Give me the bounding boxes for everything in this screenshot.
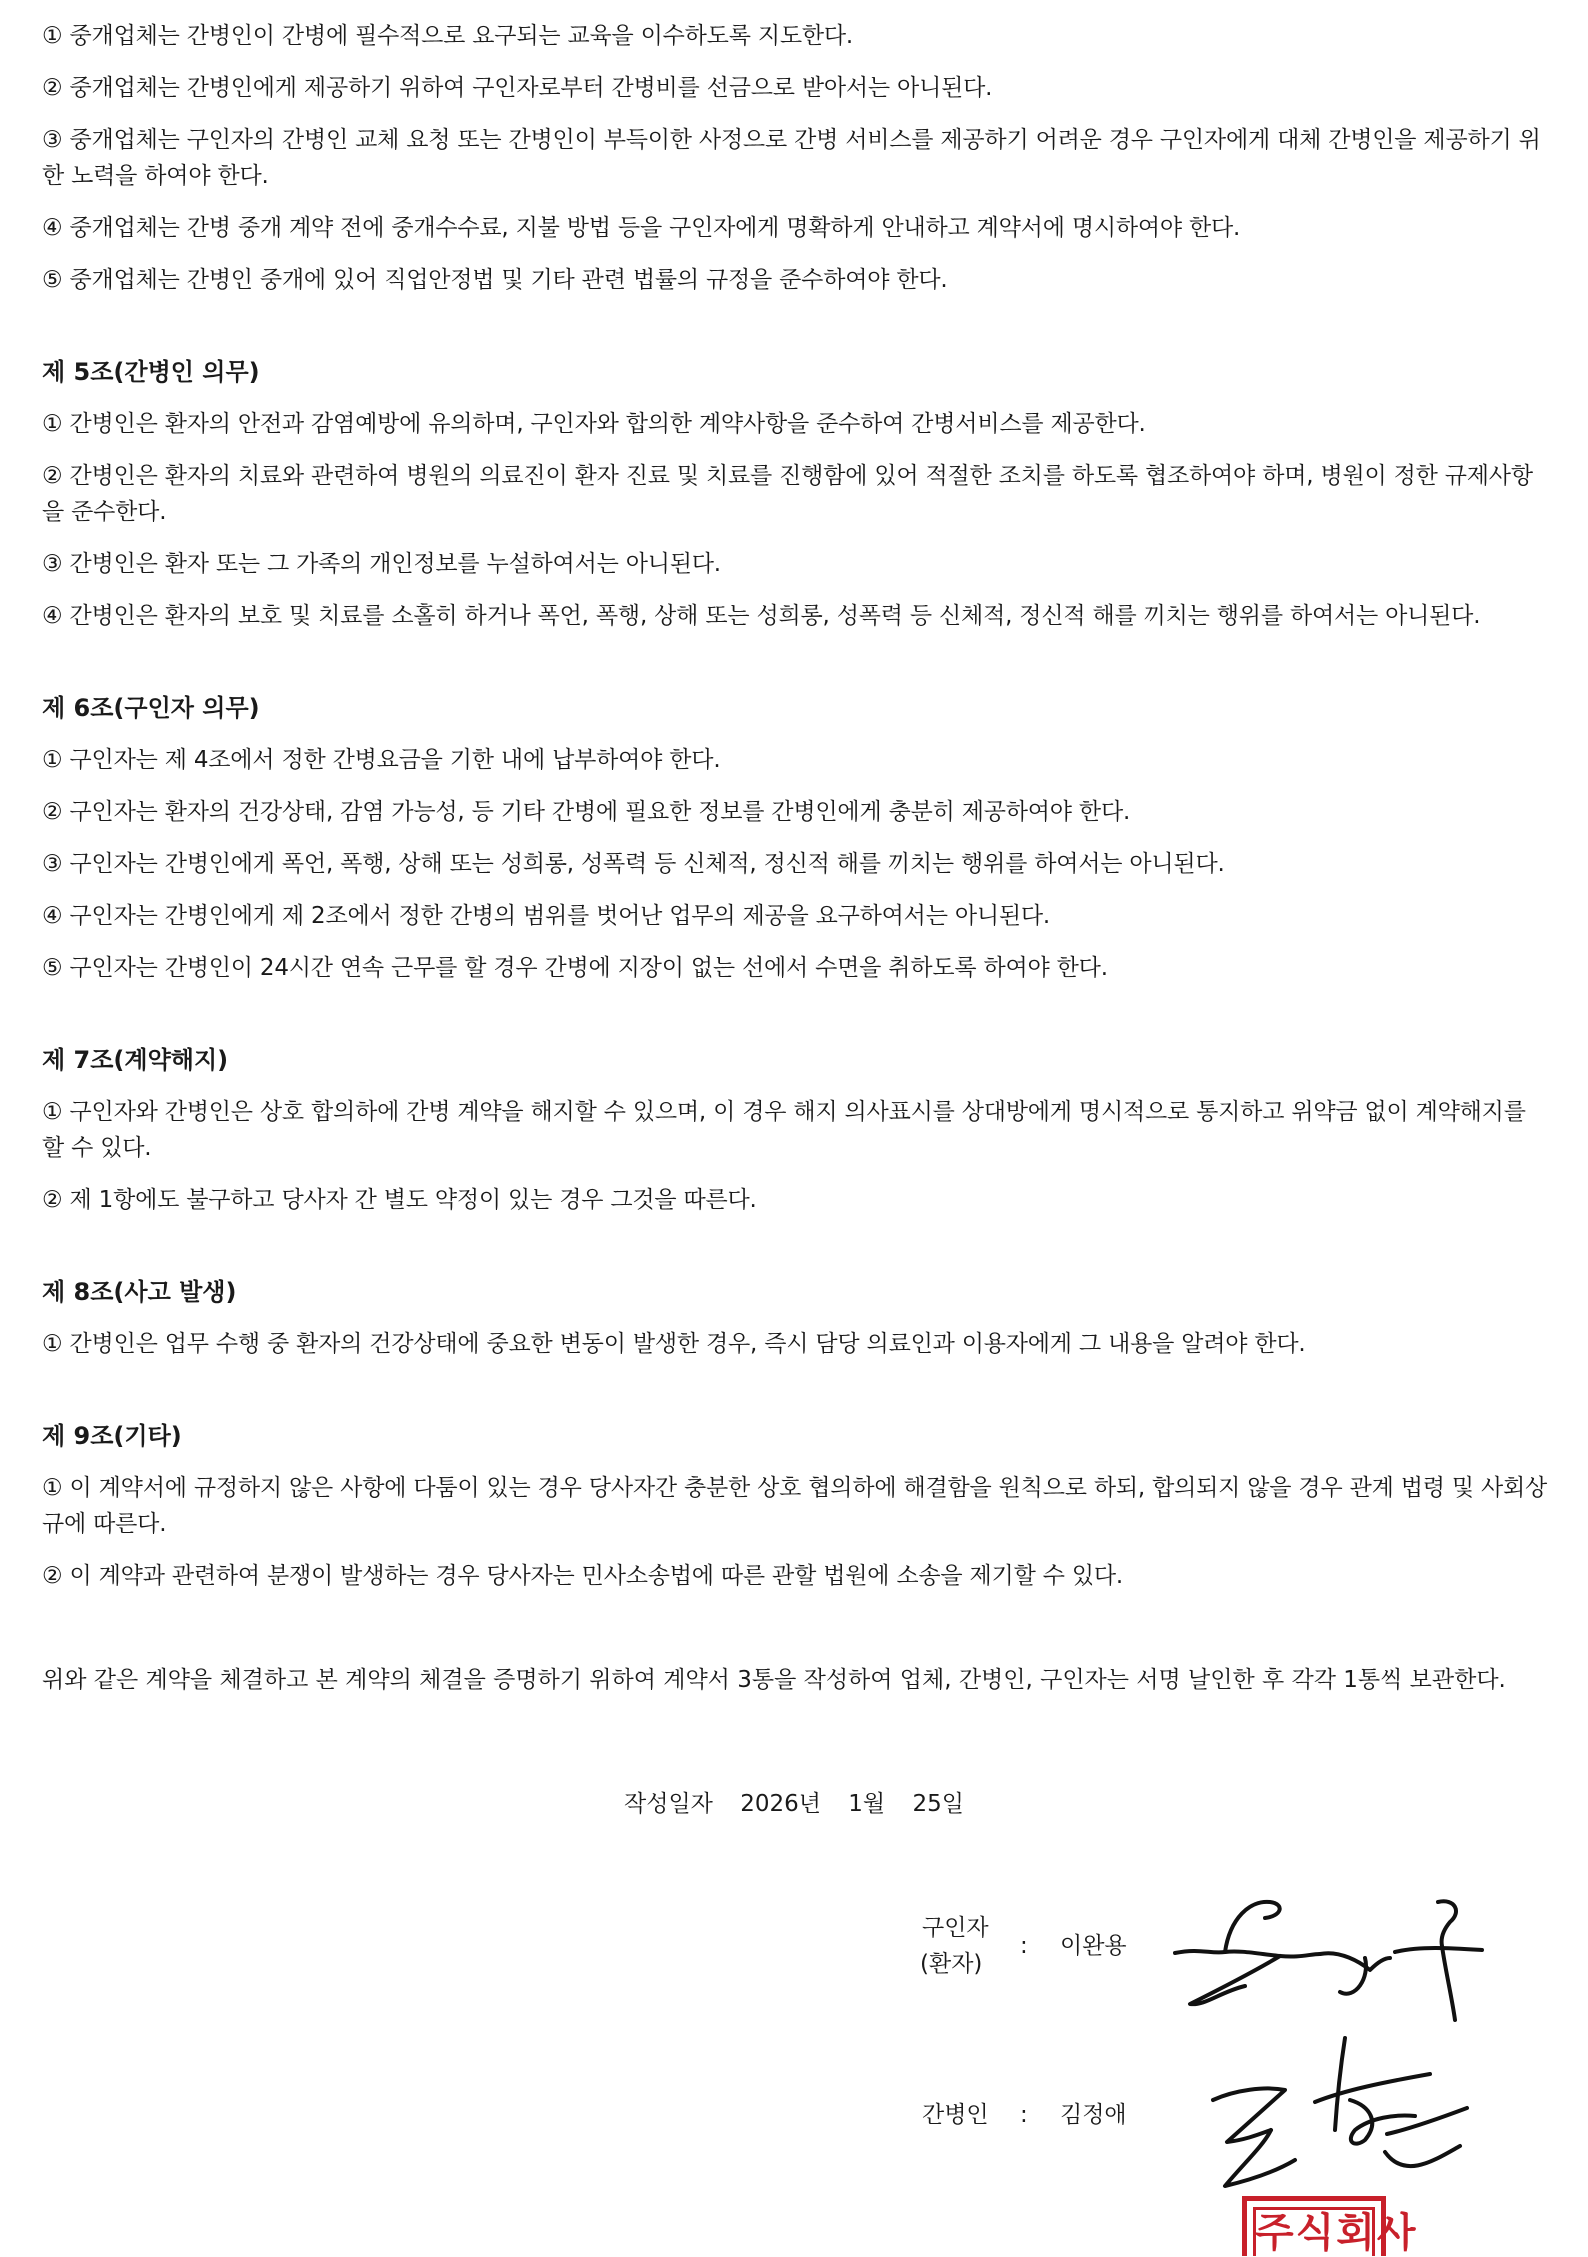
- caregiver-signature: [1205, 2030, 1495, 2195]
- art5-heading: 제 5조(간병인 의무): [42, 358, 260, 386]
- art6-item-4: ④ 구인자는 간병인에게 제 2조에서 정한 간병의 범위를 벗어난 업무의 제공을 요구하여서는 아니된다.: [42, 903, 1051, 929]
- art8-heading: 제 8조(사고 발생): [42, 1278, 237, 1306]
- client-name: 이완용: [1060, 1933, 1127, 1959]
- company-seal-stamp: [1242, 2196, 1418, 2256]
- art8-item-1: ① 간병인은 업무 수행 중 환자의 건강상태에 중요한 변동이 발생한 경우, 즉시 담당 의료인과 이용자에게 그 내용을 알려야 한다.: [42, 1331, 1306, 1357]
- art5-item-4: ④ 간병인은 환자의 보호 및 치료를 소홀히 하거나 폭언, 폭행, 상해 또는 성희롱, 성폭력 등 신체적, 정신적 해를 끼치는 행위를 하여서는 아니된다.: [42, 603, 1481, 629]
- art7-heading: 제 7조(계약해지): [42, 1046, 229, 1074]
- art4-item-1: ① 중개업체는 간병인이 간병에 필수적으로 요구되는 교육을 이수하도록 지도한다.: [42, 23, 854, 49]
- art4-item-4: ④ 중개업체는 간병 중개 계약 전에 중개수수료, 지불 방법 등을 구인자에게 명확하게 안내하고 계약서에 명시하여야 한다.: [42, 215, 1241, 241]
- client-signature: [1170, 1888, 1490, 2028]
- art4-item-3: ③ 중개업체는 구인자의 간병인 교체 요청 또는 간병인이 부득이한 사정으로 간병 서비스를 제공하기 어려운 경우 구인자에게 대체 간병인을 제공하기 위한 노력을 하여야 한다.: [42, 127, 1541, 189]
- art7-item-2: ② 제 1항에도 불구하고 당사자 간 별도 약정이 있는 경우 그것을 따른다.: [42, 1187, 757, 1213]
- date-day: 25일: [912, 1791, 964, 1817]
- art6-item-2: ② 구인자는 환자의 건강상태, 감염 가능성, 등 기타 간병에 필요한 정보를 간병인에게 충분히 제공하여야 한다.: [42, 799, 1131, 825]
- caregiver-name: 김정애: [1060, 2102, 1127, 2128]
- art4-item-5: ⑤ 중개업체는 간병인 중개에 있어 직업안정법 및 기타 관련 법률의 규정을 준수하여야 한다.: [42, 267, 948, 293]
- date-year: 2026년: [740, 1791, 821, 1817]
- art5-item-3: ③ 간병인은 환자 또는 그 가족의 개인정보를 누설하여서는 아니된다.: [42, 551, 721, 577]
- closing-statement: 위와 같은 계약을 체결하고 본 계약의 체결을 증명하기 위하여 계약서 3통을 작성하여 업체, 간병인, 구인자는 서명 날인한 후 각각 1통씩 보관한다.: [42, 1667, 1506, 1693]
- date-month: 1월: [848, 1791, 886, 1817]
- art9-heading: 제 9조(기타): [42, 1422, 182, 1450]
- client-label-line1: 구인자: [922, 1915, 989, 1941]
- art6-item-1: ① 구인자는 제 4조에서 정한 간병요금을 기한 내에 납부하여야 한다.: [42, 747, 721, 773]
- date-line: [0, 1786, 1588, 1822]
- art5-item-1: ① 간병인은 환자의 안전과 감염예방에 유의하며, 구인자와 합의한 계약사항을 준수하여 간병서비스를 제공한다.: [42, 411, 1146, 437]
- art5-item-2: ② 간병인은 환자의 치료와 관련하여 병원의 의료진이 환자 진료 및 치료를 진행함에 있어 적절한 조치를 하도록 협조하여야 하며, 병원이 정한 규제사항을 준수한다.: [42, 463, 1533, 525]
- art9-item-2: ② 이 계약과 관련하여 분쟁이 발생하는 경우 당사자는 민사소송법에 따른 관할 법원에 소송을 제기할 수 있다.: [42, 1563, 1123, 1589]
- company-seal-text: 주식회사: [1255, 2210, 1418, 2256]
- art9-item-1: ① 이 계약서에 규정하지 않은 사항에 다툼이 있는 경우 당사자간 충분한 상호 협의하에 해결함을 원칙으로 하되, 합의되지 않을 경우 관계 법령 및 사회상규에 따른다.: [42, 1475, 1548, 1537]
- art6-item-5: ⑤ 구인자는 간병인이 24시간 연속 근무를 할 경우 간병에 지장이 없는 선에서 수면을 취하도록 하여야 한다.: [42, 955, 1108, 981]
- art7-item-1: ① 구인자와 간병인은 상호 합의하에 간병 계약을 해지할 수 있으며, 이 경우 해지 의사표시를 상대방에게 명시적으로 통지하고 위약금 없이 계약해지를 할 수 있다.: [42, 1099, 1526, 1161]
- contract-body: [42, 18, 1552, 1698]
- client-colon: :: [1020, 1933, 1028, 1959]
- date-label: 작성일자: [624, 1791, 713, 1817]
- client-label-line2: (환자): [920, 1951, 983, 1977]
- caregiver-label: 간병인: [922, 2102, 989, 2128]
- art6-item-3: ③ 구인자는 간병인에게 폭언, 폭행, 상해 또는 성희롱, 성폭력 등 신체적, 정신적 해를 끼치는 행위를 하여서는 아니된다.: [42, 851, 1225, 877]
- caregiver-colon: :: [1020, 2102, 1028, 2128]
- art4-item-2: ② 중개업체는 간병인에게 제공하기 위하여 구인자로부터 간병비를 선금으로 받아서는 아니된다.: [42, 75, 993, 101]
- art6-heading: 제 6조(구인자 의무): [42, 694, 260, 722]
